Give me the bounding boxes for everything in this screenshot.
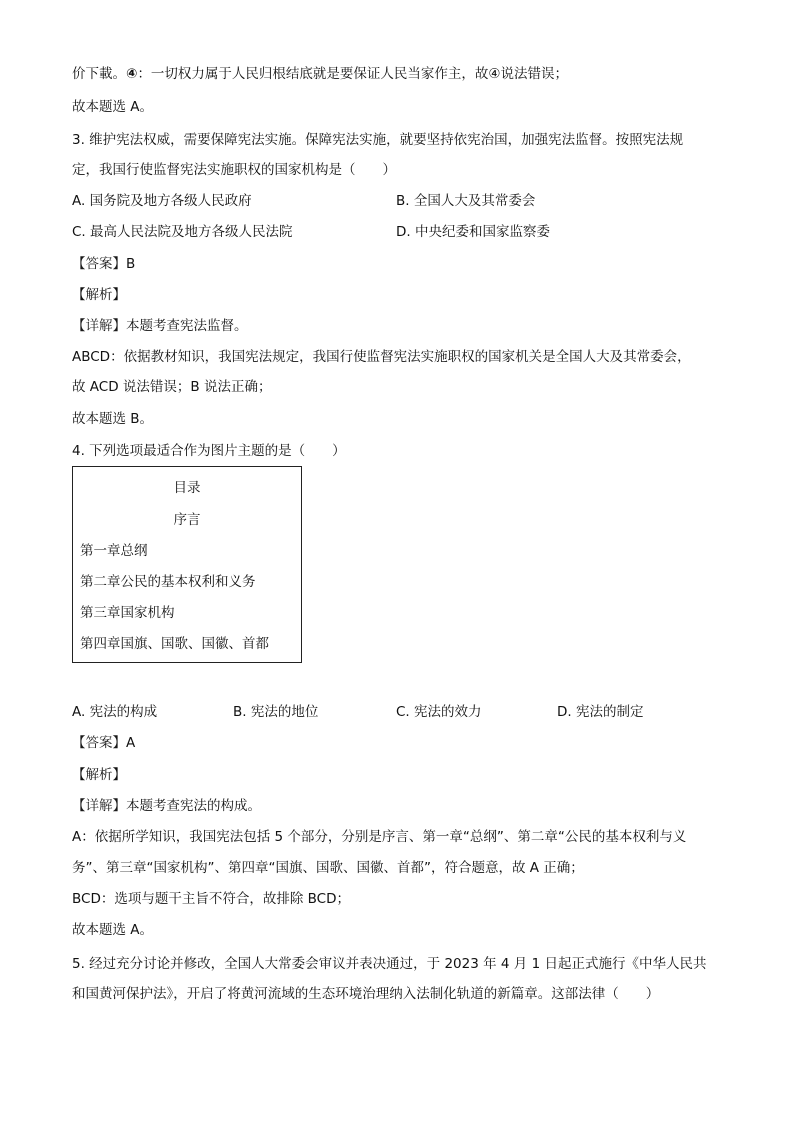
q4-answer-value: A xyxy=(126,735,136,751)
q4-option-d: D. 宪法的制定 xyxy=(557,704,644,720)
q2-conclusion: 故本题选 A。 xyxy=(72,99,154,115)
q4-option-c: C. 宪法的效力 xyxy=(396,704,482,720)
q3-option-a: A. 国务院及地方各级人民政府 xyxy=(72,193,252,209)
q4-option-a: A. 宪法的构成 xyxy=(72,704,158,720)
q3-detail-text: 本题考查宪法监督。 xyxy=(126,318,248,334)
q3-answer-value: B xyxy=(126,256,136,272)
q3-conclusion: 故本题选 B。 xyxy=(72,411,154,427)
toc-chapter-3: 第三章国家机构 xyxy=(80,605,175,621)
toc-chapter-4: 第四章国旗、国歌、国徽、首都 xyxy=(80,636,269,652)
q3-explain-line1: ABCD：依据教材知识，我国宪法规定，我国行使监督宪法实施职权的国家机关是全国人大及其常委会， xyxy=(72,349,691,365)
q3-option-d: D. 中央纪委和国家监察委 xyxy=(396,224,550,240)
q4-conclusion: 故本题选 A。 xyxy=(72,922,154,938)
q4-detail xyxy=(72,796,261,816)
q3-stem-line1: 3. 维护宪法权威，需要保障宪法实施。保障宪法实施，就要坚持依宪治国，加强宪法监督。按照宪法规 xyxy=(72,132,684,148)
q3-detail xyxy=(72,316,248,336)
toc-preface: 序言 xyxy=(173,512,201,528)
q5-stem-line2: 和国黄河保护法》，开启了将黄河流域的生态环境治理纳入法制化轨道的新篇章。这部法律（ ） xyxy=(72,986,660,1002)
q3-answer-tag: 【答案】 xyxy=(72,256,126,272)
q5-stem-line1: 5. 经过充分讨论并修改，全国人大常委会审议并表决通过，于 2023 年 4 月 1 日起正式施行《中华人民共 xyxy=(72,956,707,972)
q2-analysis-line xyxy=(72,64,568,84)
q4-explain-line1: A：依据所学知识，我国宪法包括 5 个部分，分别是序言、第一章“总纲”、第二章“公民的基本权利与义 xyxy=(72,829,687,845)
q3-stem-line2: 定，我国行使监督宪法实施职权的国家机构是（ ） xyxy=(72,162,396,178)
q2-line-rest: ：一切权力属于人民归根结底就是要保证人民当家作主，故④说法错误； xyxy=(137,66,569,82)
q4-answer xyxy=(72,733,135,753)
q3-answer xyxy=(72,254,135,274)
q2-line-mark: ④ xyxy=(126,66,138,82)
q4-option-b: B. 宪法的地位 xyxy=(233,704,319,720)
toc-chapter-2: 第二章公民的基本权利和义务 xyxy=(80,574,256,590)
q4-answer-tag: 【答案】 xyxy=(72,735,126,751)
q4-explain-line3: BCD：选项与题干主旨不符合，故排除 BCD； xyxy=(72,891,350,907)
toc-chapter-1: 第一章总纲 xyxy=(80,543,148,559)
q4-stem: 4. 下列选项最适合作为图片主题的是（ ） xyxy=(72,443,346,459)
q4-explain-line2: 务”、第三章“国家机构”、第四章“国旗、国歌、国徽、首都”，符合题意，故 A 正确； xyxy=(72,860,584,876)
q3-explain-line2: 故 ACD 说法错误；B 说法正确； xyxy=(72,379,272,395)
constitution-toc-figure xyxy=(72,466,302,663)
q2-line-prefix: 价下載。 xyxy=(72,66,126,82)
toc-title: 目录 xyxy=(173,480,201,496)
q4-detail-text: 本题考查宪法的构成。 xyxy=(126,798,261,814)
q3-option-c: C. 最高人民法院及地方各级人民法院 xyxy=(72,224,293,240)
q4-analysis-tag: 【解析】 xyxy=(72,767,126,783)
q3-option-b: B. 全国人大及其常委会 xyxy=(396,193,536,209)
q3-detail-tag: 【详解】 xyxy=(72,318,126,334)
q4-detail-tag: 【详解】 xyxy=(72,798,126,814)
q3-analysis-tag: 【解析】 xyxy=(72,287,126,303)
